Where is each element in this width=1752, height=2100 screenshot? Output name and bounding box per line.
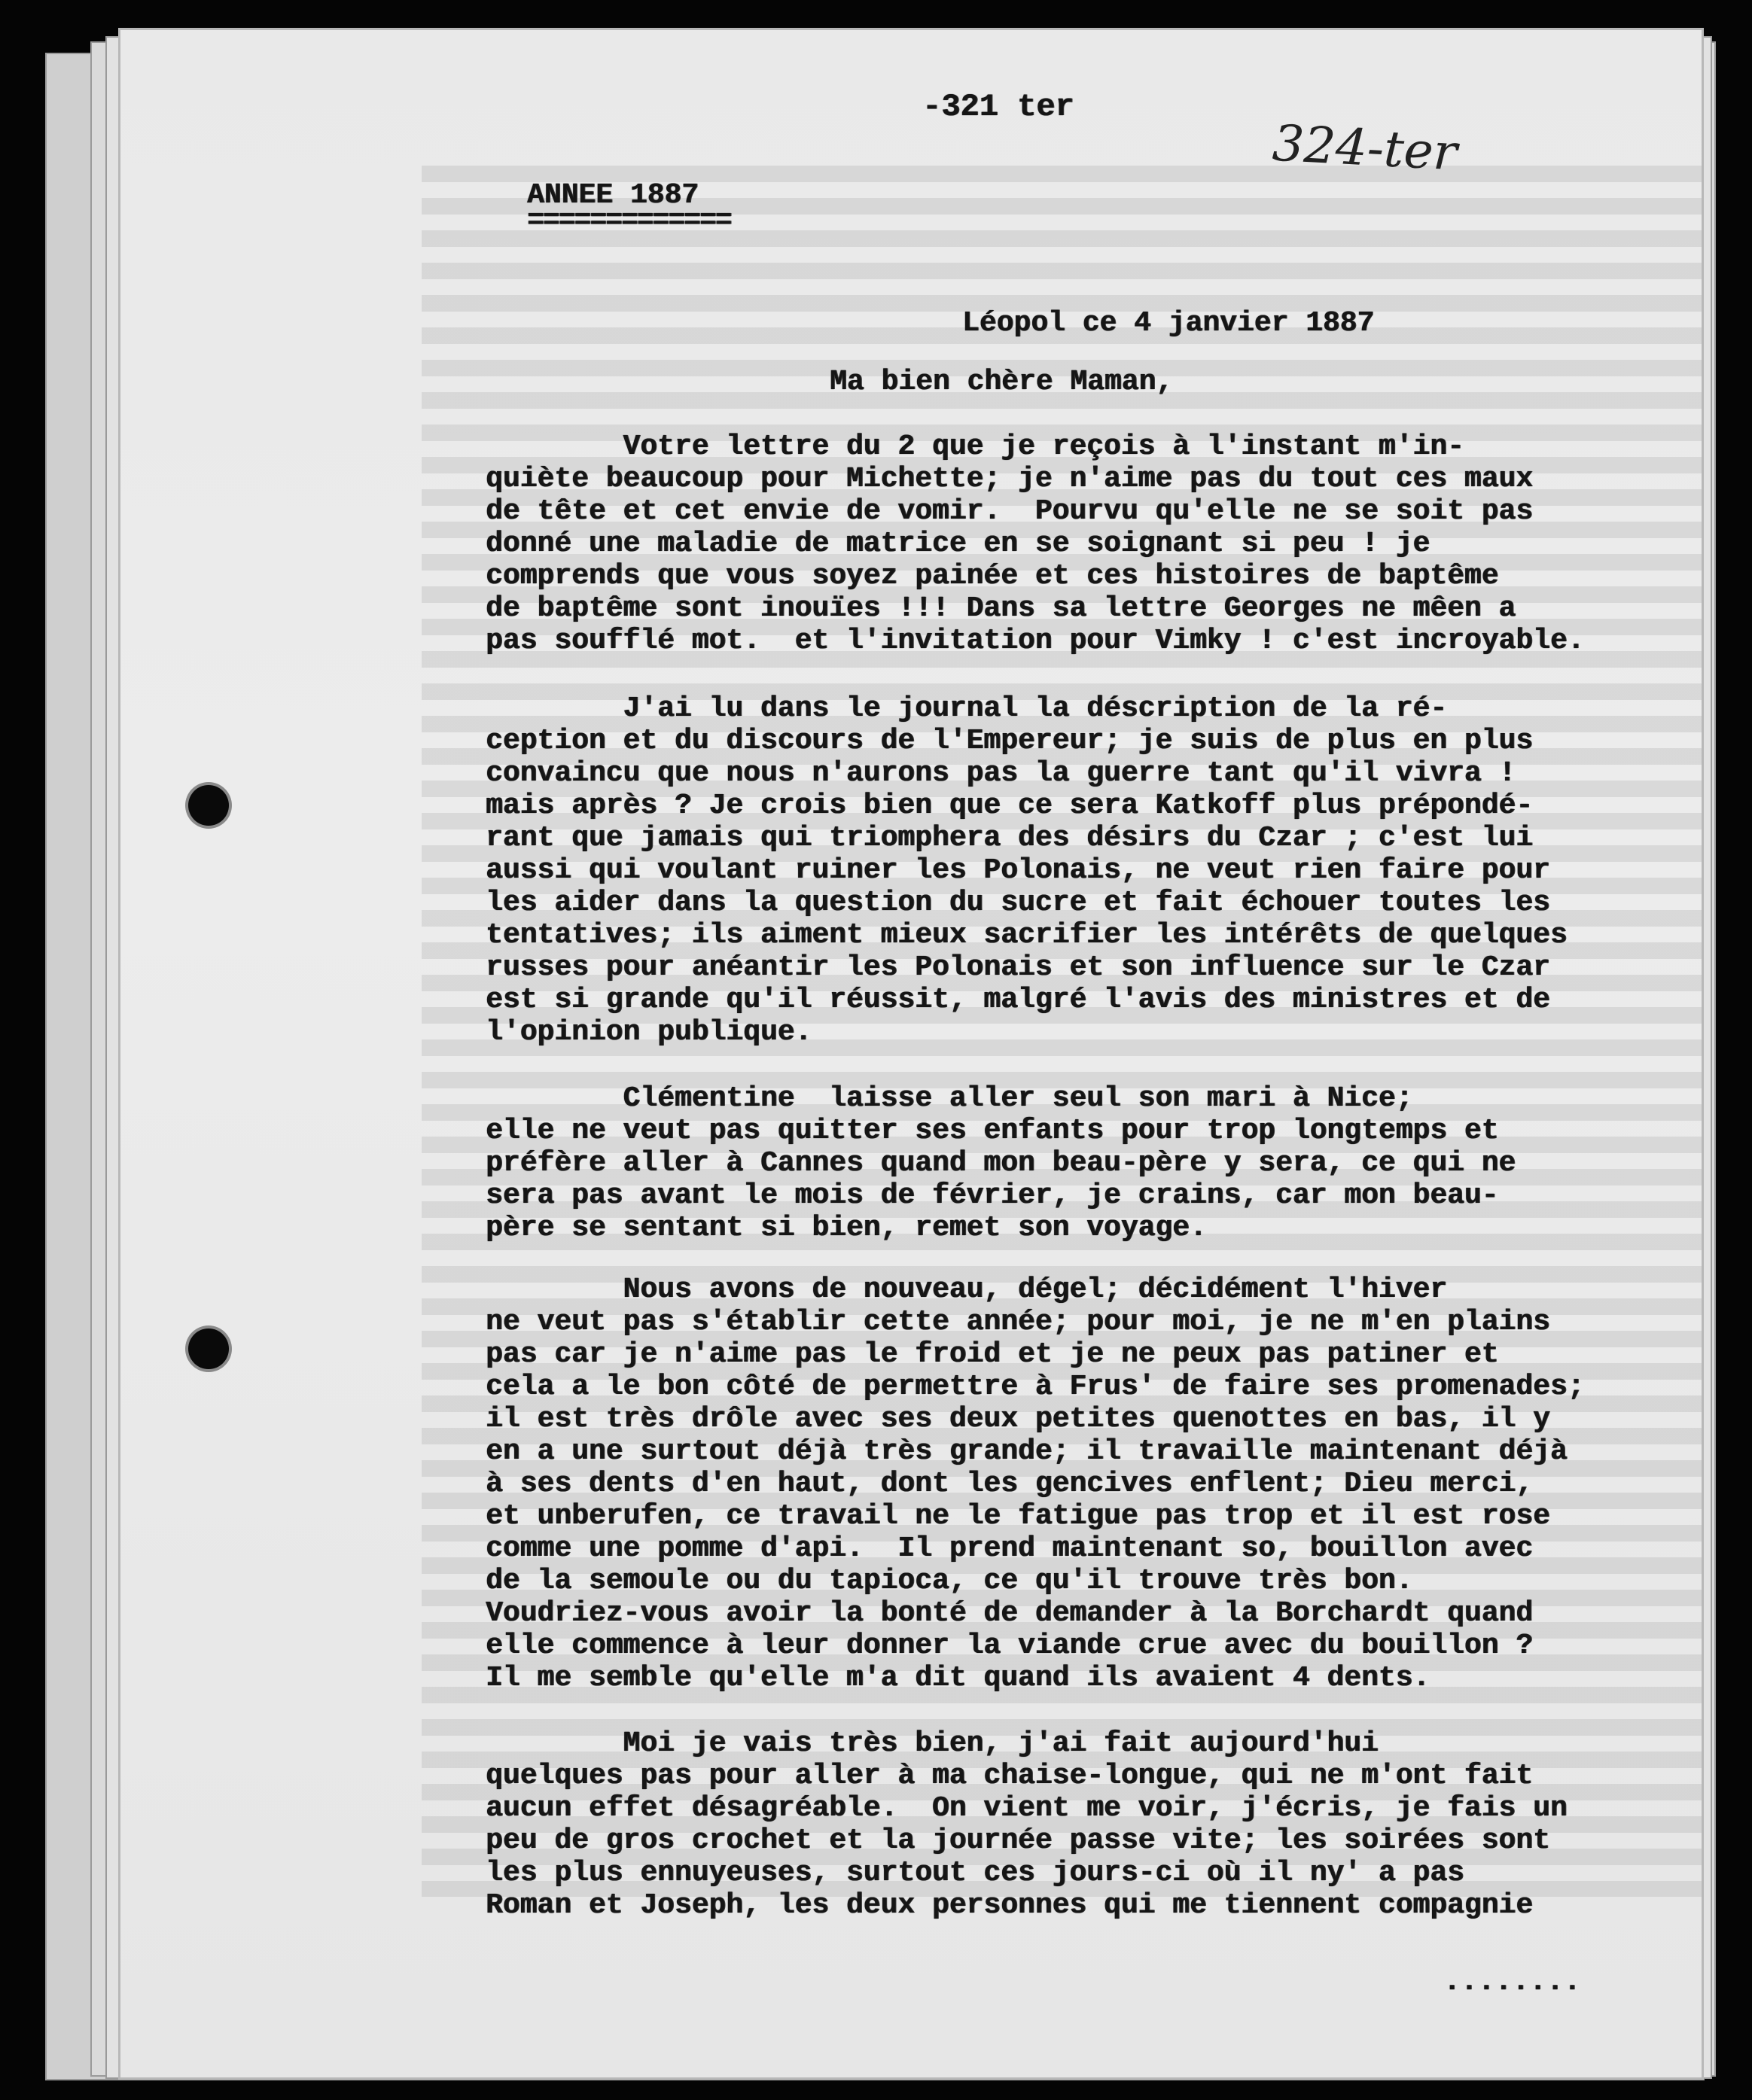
handwritten-page-number: 324-ter bbox=[1271, 114, 1459, 182]
letter-paragraph: Moi je vais très bien, j'ai fait aujourd'hui quelques pas pour aller à ma chaise-longue, qui ne m'ont fait aucun effet désagréable. On vient me voir, j'écris, je fais un peu de gros crochet et la journée passe vite; les soirées sont les plus ennuyeuses, surtout ces jours-ci où il ny' a pas Roman et Joseph, les deux personnes qui me tiennent compagnie bbox=[486, 1727, 1568, 1922]
page-number: -321 ter bbox=[922, 89, 1074, 125]
letter-paragraph: Votre lettre du 2 que je reçois à l'instant m'in- quiète beaucoup pour Michette; je n'aime pas du tout ces maux de tête et cet envie de vomir. Pourvu qu'elle ne se soit pas donné une maladie de matrice en se soignant si peu ! je comprends que vous soyez painée et ces histoires de baptême de baptême sont inouïes !!! Dans sa lettre Georges ne mêen a pas soufflé mot. et l'invitation pour Vimky ! c'est incroyable. bbox=[486, 431, 1585, 657]
year-heading: ANNEE 1887 bbox=[527, 179, 699, 212]
salutation: Ma bien chère Maman, bbox=[830, 366, 1174, 398]
letter-paragraph: Nous avons de nouveau, dégel; décidément l'hiver ne veut pas s'établir cette année; pour moi, je ne m'en plains pas car je n'aime pas le froid et je ne peux pas patiner et cela a le bon côté de permettre à Frus' de faire ses promenades; il est très drôle avec ses deux petites quenottes en bas, il y en a une surtout déjà très grande; il travaille maintenant déjà à ses dents d'en haut, dont les gencives enflent; Dieu merci, et unberufen, ce travail ne le fatigue pas trop et il est rose comme une pomme d'api. Il prend maintenant so, bouillon avec de la semoule ou du tapioca, ce qu'il trouve très bon. Voudriez-vous avoir la bonté de demander à la Borchardt quand elle commence à leur donner la viande crue avec du bouillon ? Il me semble qu'elle m'a dit quand ils avaient 4 dents. bbox=[486, 1274, 1585, 1694]
place-and-date: Léopol ce 4 janvier 1887 bbox=[962, 307, 1375, 339]
punch-hole-lower bbox=[188, 1328, 229, 1369]
heading-underline: ============= bbox=[527, 205, 731, 237]
continuation-marker: ........ bbox=[1443, 1966, 1581, 1998]
letter-paragraph: J'ai lu dans le journal la déscription de la ré- ception et du discours de l'Empereur; je suis de plus en plus convaincu que nous n'aurons pas la guerre tant qu'il vivra ! mais après ? Je crois bien que ce sera Katkoff plus prépondé- rant que jamais qui triomphera des désirs du Czar ; c'est lui aussi qui voulant ruiner les Polonais, ne veut rien faire pour les aider dans la question du sucre et fait échouer toutes les tentatives; ils aiment mieux sacrifier les intérêts de quelques russes pour anéantir les Polonais et son influence sur le Czar est si grande qu'il réussit, malgré l'avis des ministres et de l'opinion publique. bbox=[486, 692, 1568, 1048]
letter-paragraph: Clémentine laisse aller seul son mari à Nice; elle ne veut pas quitter ses enfants pour trop longtemps et préfère aller à Cannes quand mon beau-père y sera, ce qui ne sera pas avant le mois de février, je crains, car mon beau- père se sentant si bien, remet son voyage. bbox=[486, 1082, 1516, 1244]
punch-hole-upper bbox=[188, 785, 229, 826]
typed-letter-page bbox=[120, 30, 1702, 2077]
